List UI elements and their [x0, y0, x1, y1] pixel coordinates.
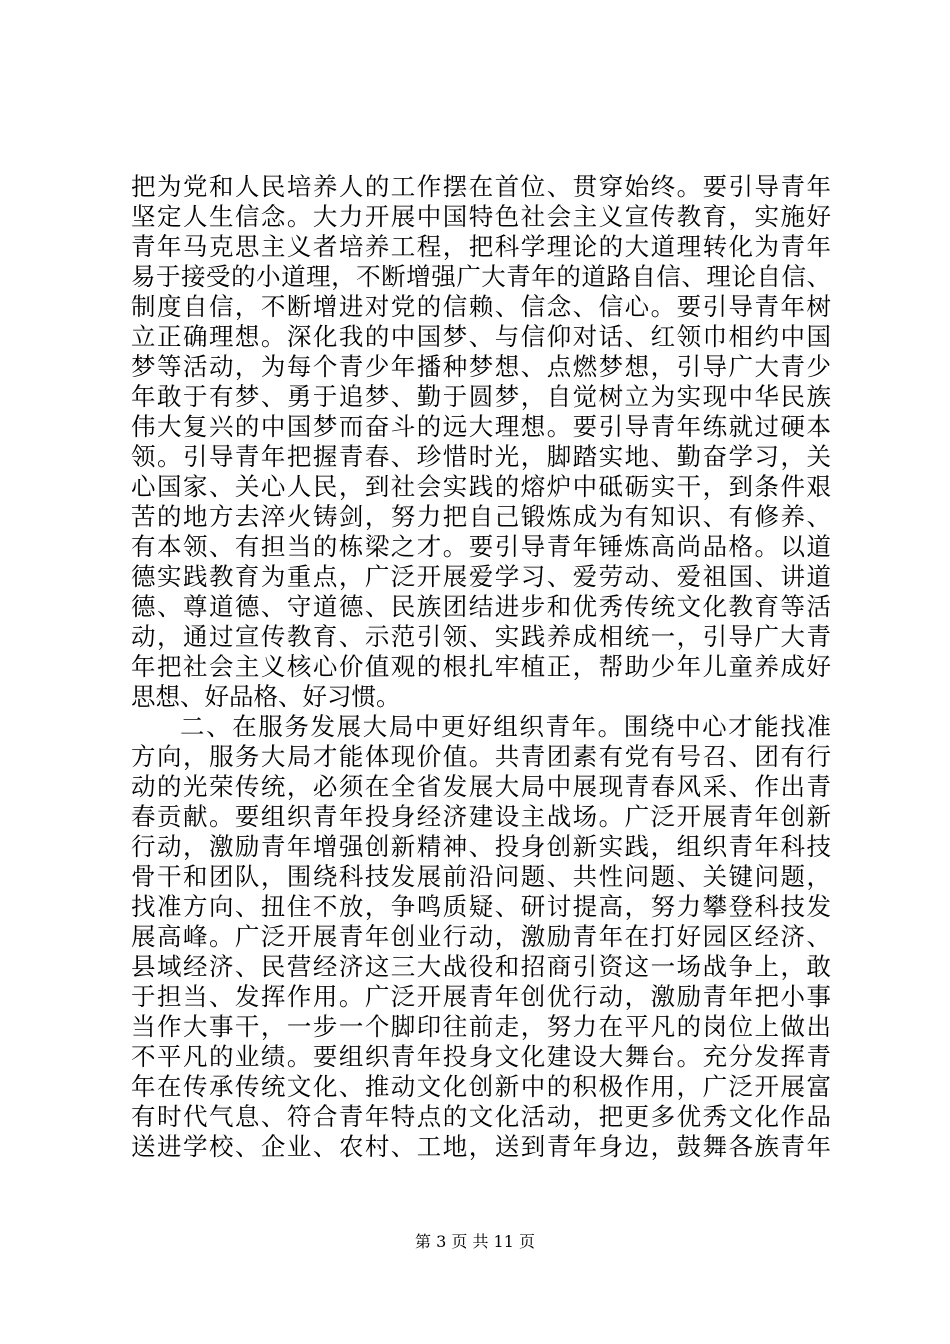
text-line: 年敢于有梦、勇于追梦、勤于圆梦，自觉树立为实现中华民族: [131, 382, 831, 411]
text-line: 坚定人生信念。大力开展中国特色社会主义宣传教育，实施好: [131, 202, 831, 231]
text-line: 骨干和团队，围绕科技发展前沿问题、共性问题、关键问题，: [131, 862, 831, 891]
text-line: 年在传承传统文化、推动文化创新中的积极作用，广泛开展富: [131, 1072, 831, 1101]
text-line: 有本领、有担当的栋梁之才。要引导青年锤炼高尚品格。以道: [131, 532, 831, 561]
text-line: 领。引导青年把握青春、珍惜时光，脚踏实地、勤奋学习，关: [131, 442, 831, 471]
text-line: 年把社会主义核心价值观的根扎牢植正，帮助少年儿童养成好: [131, 652, 831, 681]
text-line: 展高峰。广泛开展青年创业行动，激励青年在打好园区经济、: [131, 922, 831, 951]
text-line: 行动，激励青年增强创新精神、投身创新实践，组织青年科技: [131, 832, 831, 861]
text-line: 把为党和人民培养人的工作摆在首位、贯穿始终。要引导青年: [131, 172, 831, 201]
text-line: 春贡献。要组织青年投身经济建设主战场。广泛开展青年创新: [131, 802, 831, 831]
text-line: 方向，服务大局才能体现价值。共青团素有党有号召、团有行: [131, 742, 831, 771]
text-line: 德、尊道德、守道德、民族团结进步和优秀传统文化教育等活: [131, 592, 831, 621]
text-line: 易于接受的小道理，不断增强广大青年的道路自信、理论自信、: [131, 262, 831, 291]
text-line: 伟大复兴的中国梦而奋斗的远大理想。要引导青年练就过硬本: [131, 412, 831, 441]
text-line: 二、在服务发展大局中更好组织青年。围绕中心才能找准: [180, 712, 831, 741]
page-footer: 第 3 页 共 11 页: [415, 1232, 535, 1251]
body-text: [131, 172, 831, 1162]
text-line: 梦等活动，为每个青少年播种梦想、点燃梦想，引导广大青少: [131, 352, 831, 381]
text-line: 县域经济、民营经济这三大战役和招商引资这一场战争上，敢: [131, 952, 831, 981]
text-line: 当作大事干，一步一个脚印往前走，努力在平凡的岗位上做出: [131, 1012, 831, 1041]
text-line: 思想、好品格、好习惯。: [131, 682, 401, 711]
text-line: 德实践教育为重点，广泛开展爱学习、爱劳动、爱祖国、讲道: [131, 562, 831, 591]
text-line: 立正确理想。深化我的中国梦、与信仰对话、红领巾相约中国: [131, 322, 831, 351]
text-line: 找准方向、扭住不放，争鸣质疑、研讨提高，努力攀登科技发: [131, 892, 831, 921]
text-line: 于担当、发挥作用。广泛开展青年创优行动，激励青年把小事: [131, 982, 831, 1011]
text-line: 心国家、关心人民，到社会实践的熔炉中砥砺实干，到条件艰: [131, 472, 831, 501]
text-line: 制度自信，不断增进对党的信赖、信念、信心。要引导青年树: [131, 292, 831, 321]
text-line: 动，通过宣传教育、示范引领、实践养成相统一，引导广大青: [131, 622, 831, 651]
text-line: 不平凡的业绩。要组织青年投身文化建设大舞台。充分发挥青: [131, 1042, 831, 1071]
text-line: 动的光荣传统，必须在全省发展大局中展现青春风采、作出青: [131, 772, 831, 801]
text-line: 青年马克思主义者培养工程，把科学理论的大道理转化为青年: [131, 232, 831, 261]
text-line: 有时代气息、符合青年特点的文化活动，把更多优秀文化作品: [131, 1102, 831, 1131]
text-line: 苦的地方去淬火铸剑，努力把自己锻炼成为有知识、有修养、: [131, 502, 831, 531]
text-line: 送进学校、企业、农村、工地，送到青年身边，鼓舞各族青年: [131, 1132, 831, 1161]
